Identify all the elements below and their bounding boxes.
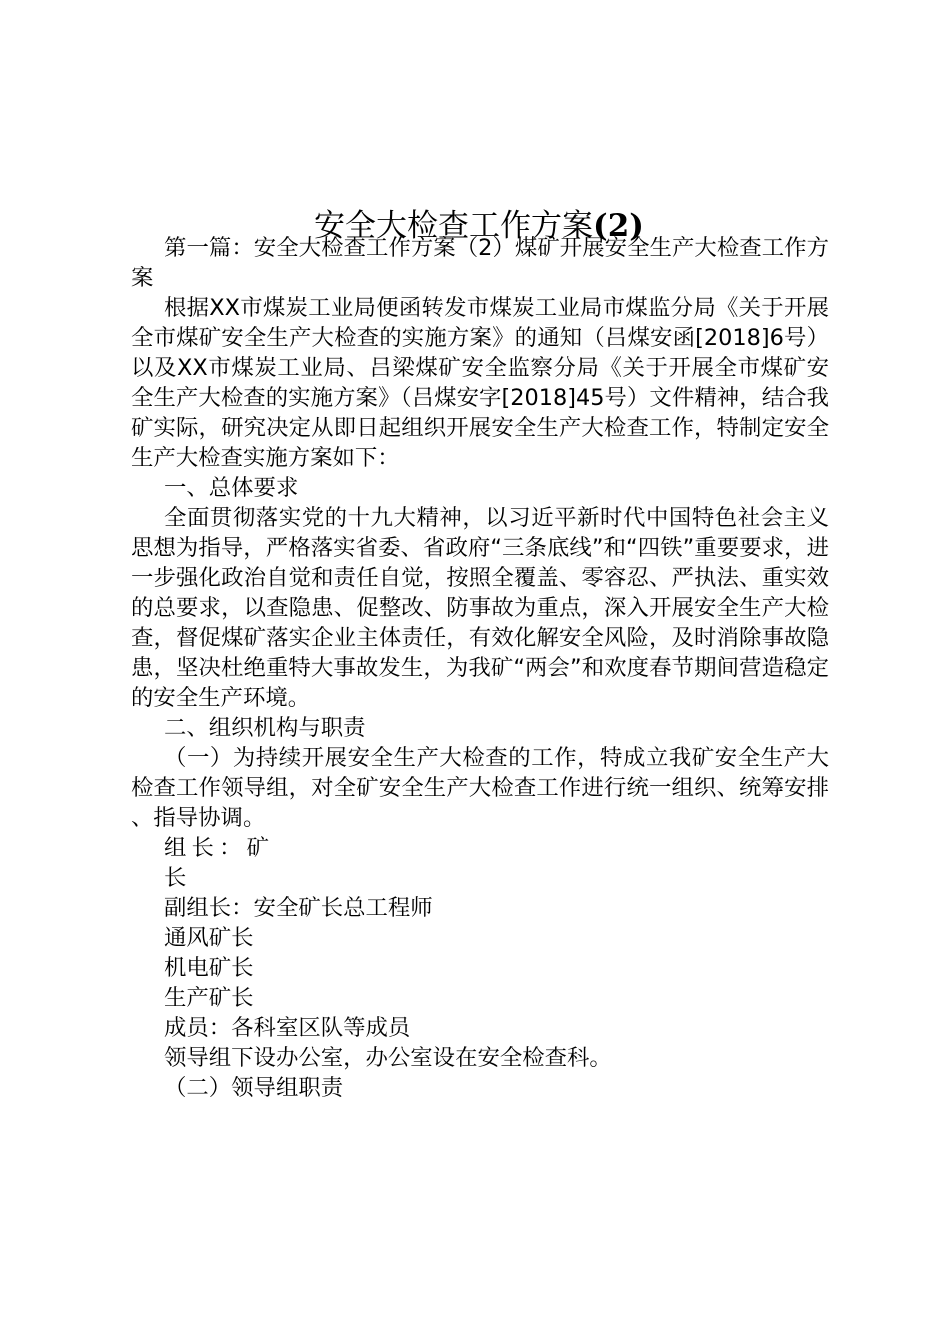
section-subheading-duties: （二）领导组职责 [164, 1075, 344, 1101]
group-office: 领导组下设办公室，办公室设在安全检查科。 [164, 1045, 612, 1071]
section-heading-2: 二、组织机构与职责 [164, 715, 366, 741]
section-heading-1: 一、总体要求 [164, 475, 299, 501]
paragraph-organization: （一）为持续开展安全生产大检查的工作，特成立我矿安全生产大检查工作领导组，对全矿安全生产大检查工作进行统一组织、统筹安排、指导协调。 [131, 745, 829, 831]
paragraph-intro: 第一篇：安全大检查工作方案（2）煤矿开展安全生产大检查工作方案 [131, 235, 829, 291]
group-deputy: 副组长：安全矿长总工程师 [164, 895, 433, 921]
group-member-ventilation: 通风矿长 [164, 925, 254, 951]
group-member-production: 生产矿长 [164, 985, 254, 1011]
paragraph-requirements: 全面贯彻落实党的十九大精神，以习近平新时代中国特色社会主义思想为指导，严格落实省委、省政府“三条底线”和“四铁”重要要求，进一步强化政治自觉和责任自觉，按照全覆盖、零容忍、严执法、重实效的总要求，以查隐患、促整改、防事故为重点，深入开展安全生产大检查，督促煤矿落实企业主体责任，有效化解安全风险，及时消除事故隐患，坚决杜绝重特大事故发生，为我矿“两会”和欢度春节期间营造稳定的安全生产环境。 [131, 505, 829, 711]
title-suffix: (2) [593, 207, 644, 244]
title-text: 安全大检查工作方案 [314, 207, 594, 244]
group-members: 成员：各科室区队等成员 [164, 1015, 411, 1041]
paragraph-basis: 根据XX市煤炭工业局便函转发市煤炭工业局市煤监分局《关于开展全市煤矿安全生产大检查的实施方案》的通知（吕煤安函[2018]6号）以及XX市煤炭工业局、吕梁煤矿安全监察分局《关于开展全市煤矿安全生产大检查的实施方案》（吕煤安字[2018]45号）文件精神，结合我矿实际，研究决定从即日起组织开展安全生产大检查工作，特制定安全生产大检查实施方案如下： [131, 295, 829, 471]
group-member-electromechanical: 机电矿长 [164, 955, 254, 981]
document-body [131, 233, 829, 1103]
group-leader: 组长：矿长 [164, 835, 269, 891]
